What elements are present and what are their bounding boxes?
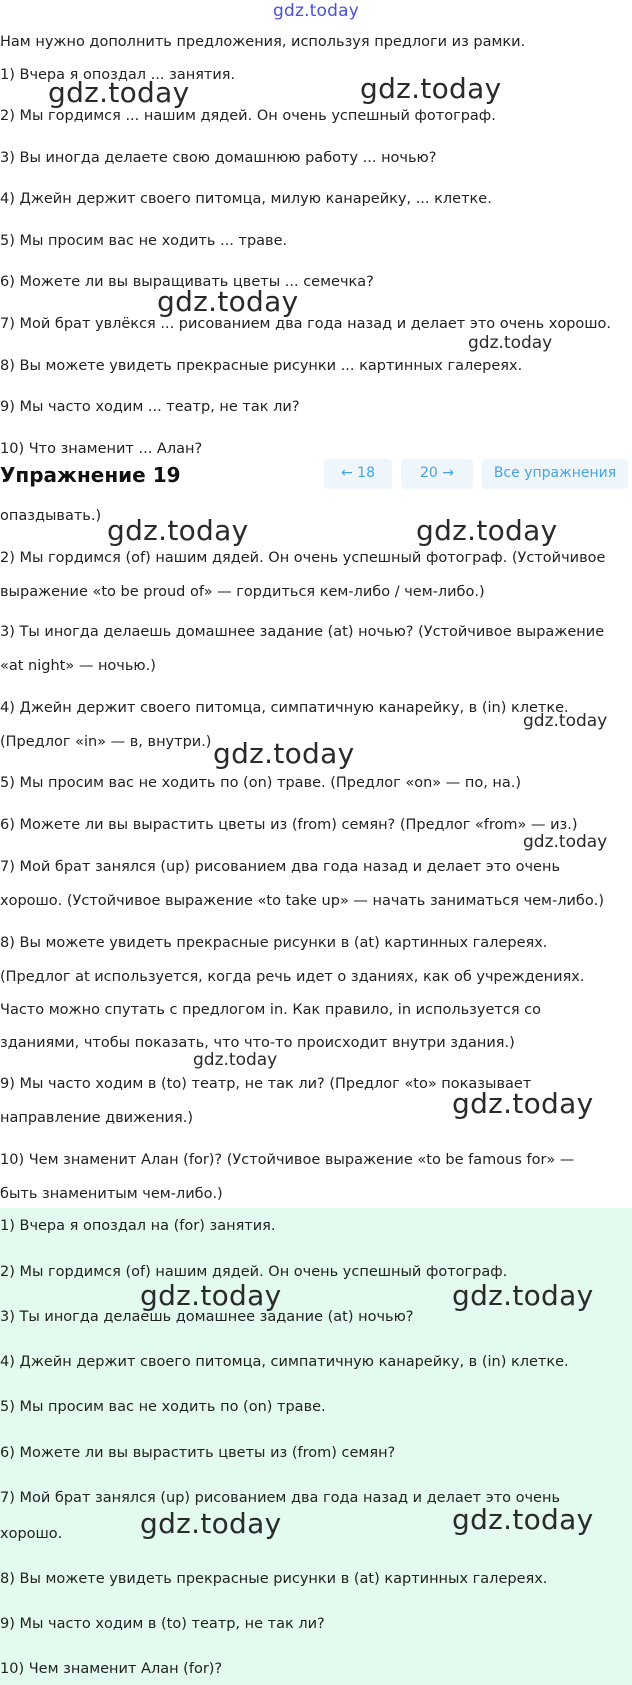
prev-exercise-button[interactable]: ← 18 [324, 459, 392, 489]
answer-line: 9) Мы часто ходим в (to) театр, не так ли? [0, 1616, 325, 1632]
watermark-logo: gdz.today [468, 333, 553, 353]
answer-line: 4) Джейн держит своего питомца, симпатичную канарейку, в (in) клетке. [0, 1354, 569, 1370]
watermark-logo: gdz.today [523, 832, 608, 852]
explanation-line: быть знаменитым чем-либо.) [0, 1186, 223, 1202]
task-item: 8) Вы можете увидеть прекрасные рисунки ... картинных галереях. [0, 358, 523, 374]
explanation-line: (Предлог at используется, когда речь идет о зданиях, как об учреждениях. [0, 969, 585, 985]
watermark-logo: gdz.today [157, 285, 299, 318]
watermark-logo: gdz.today [213, 737, 355, 770]
explanation-line: опаздывать.) [0, 508, 102, 524]
explanation-line: 6) Можете ли вы вырастить цветы из (from) семян? (Предлог «from» — из.) [0, 817, 578, 833]
next-exercise-button[interactable]: 20 → [401, 459, 473, 489]
watermark-logo: gdz.today [360, 72, 502, 105]
watermark-logo: gdz.today [48, 76, 190, 109]
answer-line: 7) Мой брат занялся (up) рисованием два года назад и делает это очень [0, 1490, 561, 1506]
answer-line: 10) Чем знаменит Алан (for)? [0, 1661, 223, 1677]
explanation-line: 9) Мы часто ходим в (to) театр, не так ли? (Предлог «to» показывает [0, 1076, 532, 1092]
explanation-line: направление движения.) [0, 1110, 193, 1126]
task-item: 5) Мы просим вас не ходить ... траве. [0, 233, 288, 249]
watermark-logo: gdz.today [452, 1279, 594, 1312]
answer-line: 3) Ты иногда делаешь домашнее задание (at) ночью? [0, 1309, 414, 1325]
answer-line: 5) Мы просим вас не ходить по (on) траве. [0, 1399, 326, 1415]
explanation-line: 5) Мы просим вас не ходить по (on) траве. (Предлог «on» — по, на.) [0, 775, 522, 791]
explanation-line: (Предлог «in» — в, внутри.) [0, 734, 212, 750]
watermark-logo: gdz.today [523, 711, 608, 731]
explanation-line: 8) Вы можете увидеть прекрасные рисунки в (at) картинных галереях. [0, 935, 548, 951]
task-item: 6) Можете ли вы выращивать цветы ... семечка? [0, 274, 374, 290]
task-instruction: Нам нужно дополнить предложения, используя предлоги из рамки. [0, 34, 526, 50]
exercise-header [0, 459, 632, 495]
answer-line: 2) Мы гордимся (of) нашим дядей. Он очень успешный фотограф. [0, 1264, 508, 1280]
task-item: 9) Мы часто ходим ... театр, не так ли? [0, 399, 300, 415]
explanation-line: 10) Чем знаменит Алан (for)? (Устойчивое выражение «to be famous for» — [0, 1152, 575, 1168]
task-item: 2) Мы гордимся ... нашим дядей. Он очень успешный фотограф. [0, 108, 496, 124]
exercise-title: Упражнение 19 [0, 463, 181, 487]
task-item: 4) Джейн держит своего питомца, милую канарейку, ... клетке. [0, 191, 492, 207]
watermark-logo: gdz.today [140, 1507, 282, 1540]
explanation-line: Часто можно спутать с предлогом in. Как правило, in используется со [0, 1002, 541, 1018]
watermark-logo: gdz.today [416, 514, 558, 547]
explanation-line: 7) Мой брат занялся (up) рисованием два года назад и делает это очень [0, 859, 561, 875]
explanation-line: выражение «to be proud of» — гордиться кем-либо / чем-либо.) [0, 584, 485, 600]
watermark-logo: gdz.today [140, 1279, 282, 1312]
answer-line: 8) Вы можете увидеть прекрасные рисунки в (at) картинных галереях. [0, 1571, 548, 1587]
explanation-line: хорошо. (Устойчивое выражение «to take up» — начать заниматься чем-либо.) [0, 893, 605, 909]
task-item: 7) Мой брат увлёкся ... рисованием два года назад и делает это очень хорошо. [0, 316, 612, 332]
watermark-logo: gdz.today [452, 1503, 594, 1536]
watermark-logo: gdz.today [452, 1087, 594, 1120]
watermark-logo: gdz.today [107, 514, 249, 547]
explanation-line: 3) Ты иногда делаешь домашнее задание (at) ночью? (Устойчивое выражение [0, 624, 605, 640]
answer-line: 1) Вчера я опоздал на (for) занятия. [0, 1218, 276, 1234]
task-item: 10) Что знаменит ... Алан? [0, 441, 203, 457]
answer-line: 6) Можете ли вы вырастить цветы из (from) семян? [0, 1445, 396, 1461]
explanation-line: «at night» — ночью.) [0, 658, 156, 674]
watermark-logo: gdz.today [193, 1050, 278, 1070]
explanation-line: 4) Джейн держит своего питомца, симпатичную канарейку, в (in) клетке. [0, 700, 569, 716]
explanation-line: зданиями, чтобы показать, что что-то происходит внутри здания.) [0, 1035, 515, 1051]
task-item: 3) Вы иногда делаете свою домашнюю работу ... ночью? [0, 150, 437, 166]
all-exercises-button[interactable]: Все упражнения [482, 459, 628, 489]
explanation-line: 2) Мы гордимся (of) нашим дядей. Он очень успешный фотограф. (Устойчивое [0, 550, 606, 566]
site-logo[interactable]: gdz.today [272, 1, 360, 21]
task-item: 1) Вчера я опоздал ... занятия. [0, 67, 236, 83]
answer-line: хорошо. [0, 1526, 63, 1542]
